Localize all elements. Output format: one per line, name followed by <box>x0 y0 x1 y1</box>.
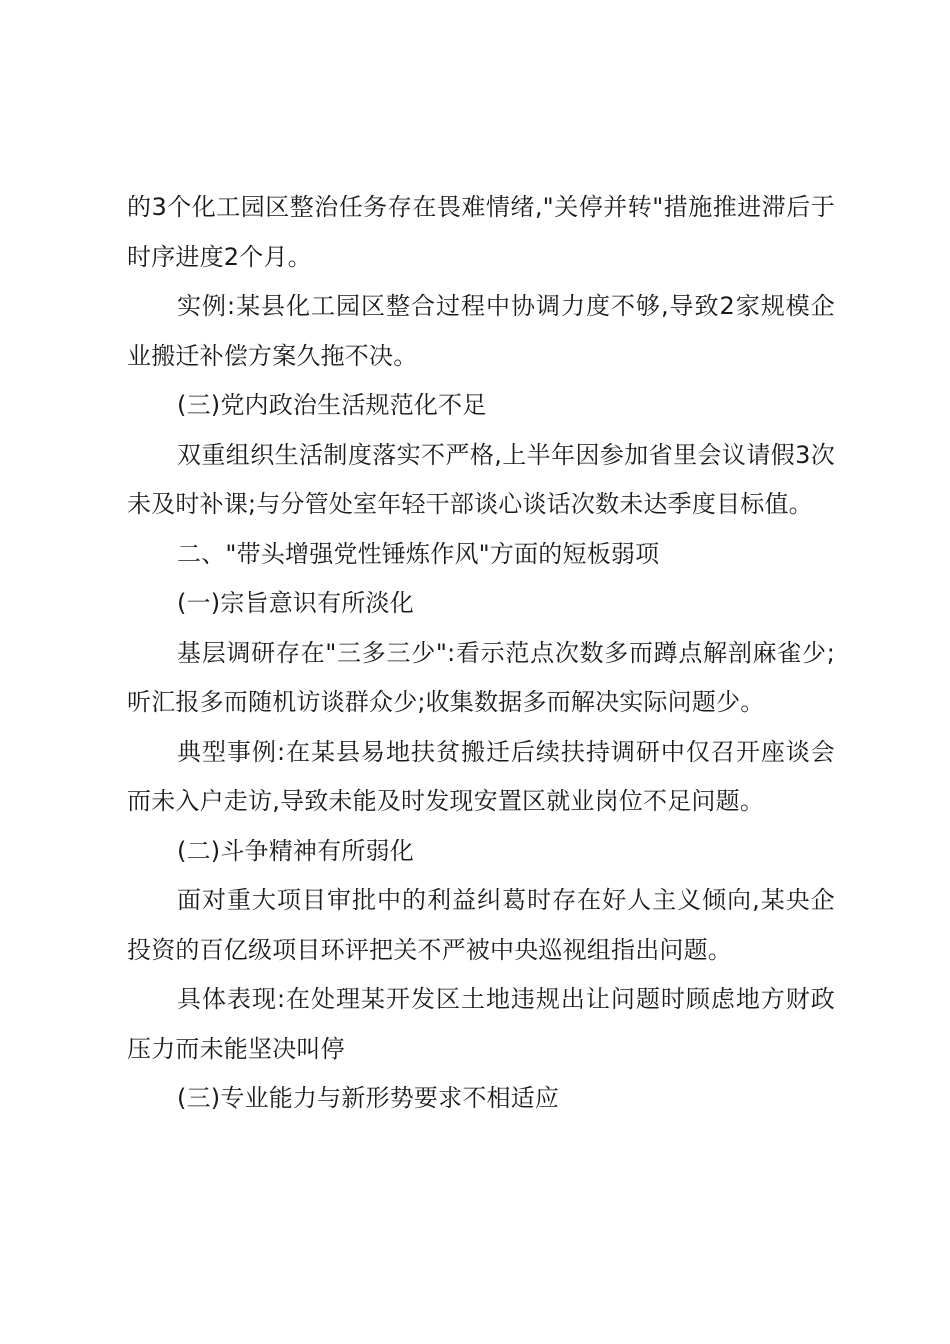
paragraph-10: 面对重大项目审批中的利益纠葛时存在好人主义倾向,某央企投资的百亿级项目环评把关不严被中央巡视组指出问题。 <box>127 886 835 964</box>
document-body <box>127 183 835 1124</box>
paragraph-7: 基层调研存在"三多三少":看示范点次数多而蹲点解剖麻雀少;听汇报多而随机访谈群众少;收集数据多而解决实际问题少。 <box>127 638 835 716</box>
section-heading-2: (二)斗争精神有所弱化 <box>177 836 414 865</box>
section-heading-3: (三)党内政治生活规范化不足 <box>177 391 487 419</box>
section-heading-1: (一)宗旨意识有所淡化 <box>177 589 414 617</box>
paragraph-4: 双重组织生活制度落实不严格,上半年因参加省里会议请假3次未及时补课;与分管处室年轻干部谈心谈话次数未达季度目标值。 <box>127 440 835 518</box>
paragraph-1: 的3个化工园区整治任务存在畏难情绪,"关停并转"措施推进滞后于时序进度2个月。 <box>127 193 835 271</box>
section-heading-3b: (三)专业能力与新形势要求不相适应 <box>177 1084 560 1112</box>
paragraph-2: 实例:某县化工园区整合过程中协调力度不够,导致2家规模企业搬迁补偿方案久拖不决。 <box>127 292 835 370</box>
paragraph-11: 具体表现:在处理某开发区土地违规出让问题时顾虑地方财政压力而未能坚决叫停 <box>127 985 835 1063</box>
paragraph-8: 典型事例:在某县易地扶贫搬迁后续扶持调研中仅召开座谈会而未入户走访,导致未能及时发现安置区就业岗位不足问题。 <box>127 737 835 815</box>
chapter-heading-2: 二、"带头增强党性锤炼作风"方面的短板弱项 <box>177 539 660 568</box>
